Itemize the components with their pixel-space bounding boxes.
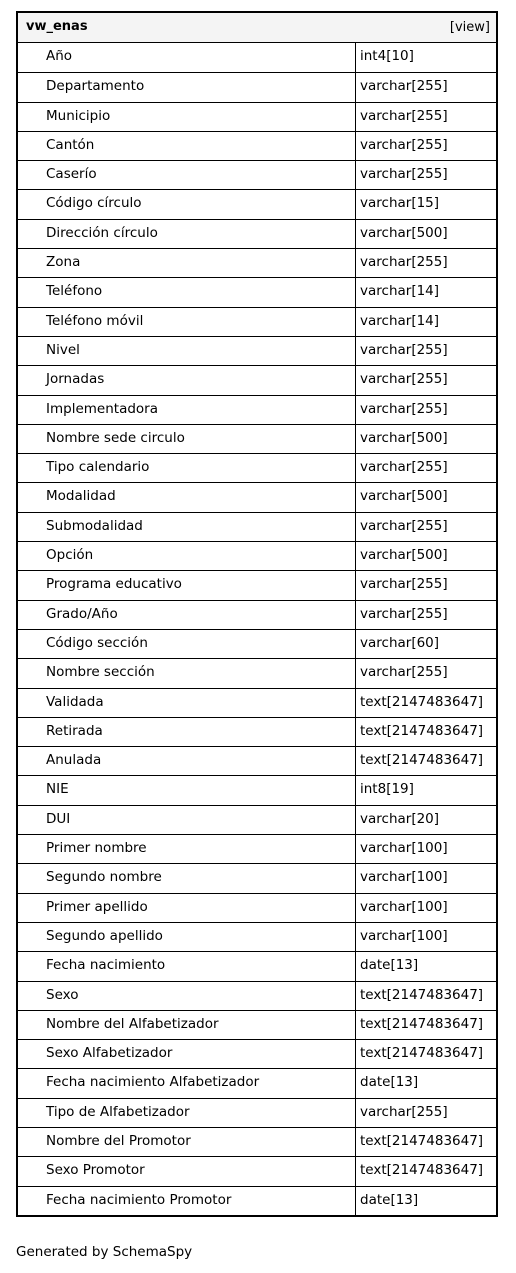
column-row [18,131,496,160]
column-name: Código sección [18,630,356,658]
column-name: Sexo [18,982,356,1010]
column-type: varchar[255] [360,400,448,417]
column-type: varchar[100] [360,869,448,886]
column-row [18,658,496,687]
column-row [18,395,496,424]
column-name: Nombre sección [18,659,356,687]
generator-credit: Generated by SchemaSpy [16,1244,193,1260]
column-type: varchar[14] [360,312,440,329]
column-name: Teléfono móvil [18,308,356,336]
column-type: int4[10] [360,48,414,64]
column-row [18,277,496,306]
column-name: Segundo nombre [18,864,356,892]
column-row [18,1127,496,1156]
column-type: text[2147483647] [360,722,484,739]
column-row [18,863,496,892]
column-name: Cantón [18,132,356,160]
column-row [18,717,496,746]
column-row [18,629,496,658]
column-row [18,512,496,541]
column-type: varchar[500] [360,488,448,505]
column-type: varchar[255] [360,371,448,388]
column-row [18,307,496,336]
column-name: Zona [18,249,356,277]
column-type: text[2147483647] [360,1015,484,1032]
column-type: varchar[255] [360,605,448,622]
column-name: Teléfono [18,278,356,306]
column-type: date[13] [360,957,419,974]
column-type: varchar[100] [360,840,448,857]
column-name: Nombre sede circulo [18,425,356,453]
column-type: varchar[500] [360,429,448,446]
column-name: Código círculo [18,190,356,218]
column-row [18,1039,496,1068]
column-type: varchar[255] [360,166,448,183]
column-name: Validada [18,689,356,717]
column-row [18,453,496,482]
column-name: Segundo apellido [18,923,356,951]
column-name: Nombre del Promotor [18,1128,356,1156]
column-row [18,1068,496,1097]
column-type: int8[19] [360,781,414,798]
column-type: varchar[255] [360,136,448,153]
column-name: Sexo Promotor [18,1157,356,1185]
entity-table [16,11,498,1217]
column-type: date[13] [360,1191,419,1208]
column-type: varchar[255] [360,517,448,534]
column-row [18,1186,496,1215]
column-row [18,482,496,511]
column-row [18,102,496,131]
column-type: varchar[14] [360,283,440,300]
column-row [18,541,496,570]
column-row [18,1156,496,1185]
column-type: text[2147483647] [360,1045,484,1062]
column-row [18,570,496,599]
column-type: varchar[255] [360,459,448,476]
column-row [18,189,496,218]
column-name: Opción [18,542,356,570]
column-name: Año [18,43,356,72]
column-row [18,365,496,394]
column-name: DUI [18,806,356,834]
column-type: text[2147483647] [360,1162,484,1179]
column-type: varchar[15] [360,195,440,212]
column-name: Submodalidad [18,513,356,541]
column-name: Primer nombre [18,835,356,863]
column-type: varchar[20] [360,810,440,827]
column-list [18,43,496,1215]
column-type: varchar[255] [360,341,448,358]
column-row [18,688,496,717]
column-type: varchar[255] [360,1103,448,1120]
column-name: Departamento [18,73,356,101]
column-type: text[2147483647] [360,693,484,710]
column-name: Grado/Año [18,601,356,629]
column-type: text[2147483647] [360,986,484,1003]
column-name: Fecha nacimiento Promotor [18,1187,356,1215]
column-name: Dirección círculo [18,220,356,248]
column-name: Sexo Alfabetizador [18,1040,356,1068]
column-name: Nombre del Alfabetizador [18,1011,356,1039]
column-type: varchar[255] [360,78,448,95]
column-type: varchar[60] [360,634,440,651]
column-row [18,922,496,951]
column-row [18,600,496,629]
column-row [18,248,496,277]
column-row [18,746,496,775]
column-row [18,775,496,804]
column-type: varchar[255] [360,107,448,124]
column-type: varchar[100] [360,927,448,944]
column-row [18,893,496,922]
column-row [18,981,496,1010]
column-name: Programa educativo [18,571,356,599]
column-row [18,424,496,453]
column-type: date[13] [360,1074,419,1091]
column-row [18,219,496,248]
column-name: Fecha nacimiento [18,952,356,980]
column-row [18,951,496,980]
column-name: Nivel [18,337,356,365]
column-row [18,43,496,72]
column-name: Modalidad [18,483,356,511]
entity-header [18,13,496,43]
column-row [18,1010,496,1039]
column-name: Retirada [18,718,356,746]
column-row [18,834,496,863]
entity-kind-label: [view] [449,20,490,35]
column-name: Jornadas [18,366,356,394]
column-type: varchar[255] [360,664,448,681]
column-row [18,805,496,834]
column-type: varchar[255] [360,254,448,271]
column-name: Fecha nacimiento Alfabetizador [18,1069,356,1097]
column-type: text[2147483647] [360,1132,484,1149]
column-type: varchar[255] [360,576,448,593]
column-name: Primer apellido [18,894,356,922]
column-name: Caserío [18,161,356,189]
entity-name: vw_enas [26,19,88,34]
column-name: NIE [18,776,356,804]
column-type: text[2147483647] [360,752,484,769]
column-name: Municipio [18,103,356,131]
column-name: Implementadora [18,396,356,424]
column-row [18,336,496,365]
column-type: varchar[500] [360,547,448,564]
column-row [18,1098,496,1127]
column-type: varchar[500] [360,224,448,241]
column-type: varchar[100] [360,898,448,915]
column-row [18,72,496,101]
column-row [18,160,496,189]
column-name: Anulada [18,747,356,775]
column-name: Tipo calendario [18,454,356,482]
column-name: Tipo de Alfabetizador [18,1099,356,1127]
